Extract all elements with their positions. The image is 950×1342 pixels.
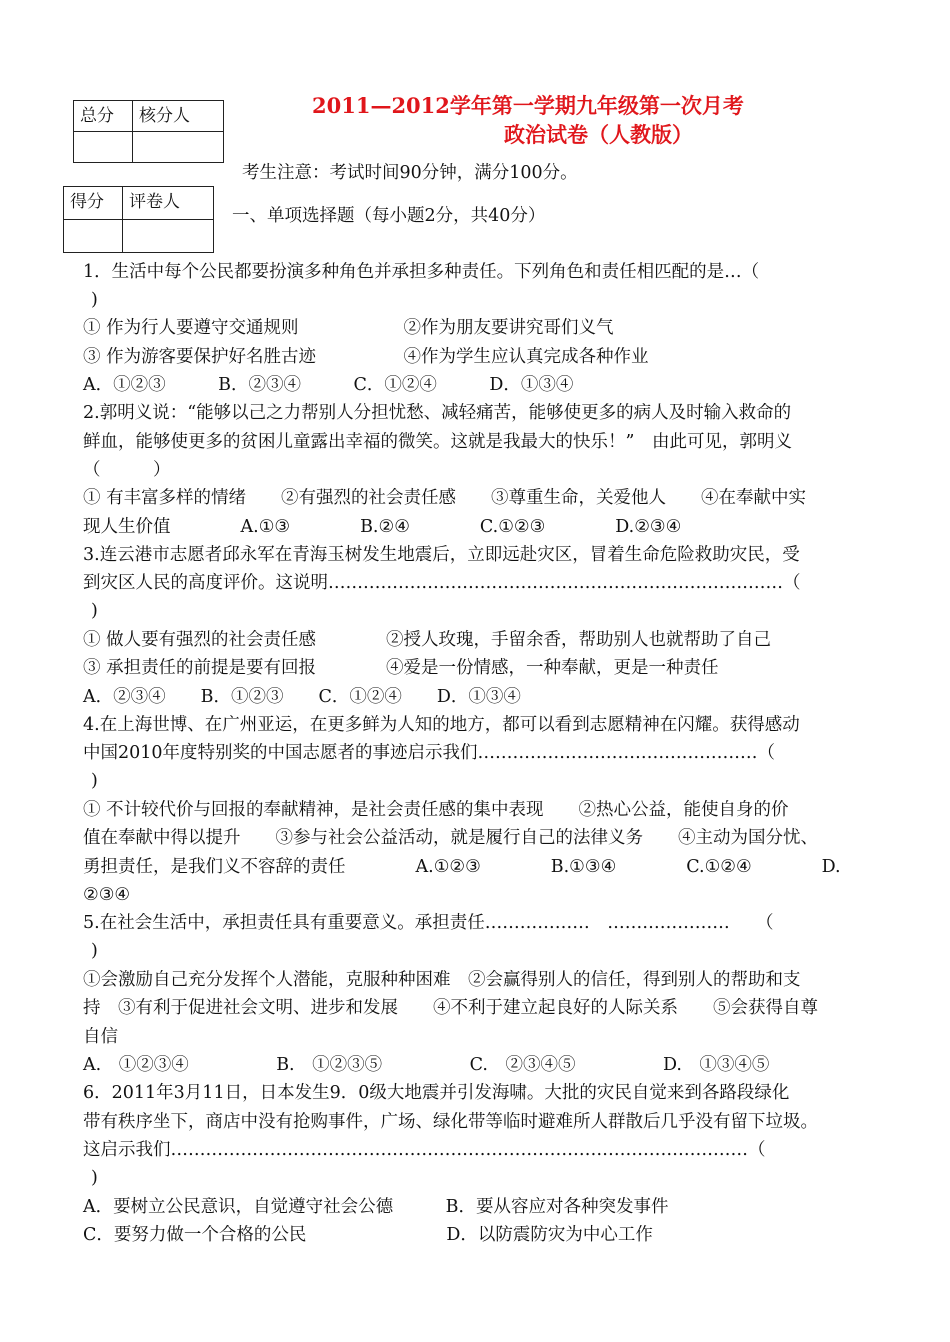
question-line: 持 ③有利于促进社会文明、进步和发展 ④不利于建立起良好的人际关系 ⑤会获得自尊 — [83, 998, 818, 1018]
question-line: 中国2010年度特别奖的中国志愿者的事迹启示我们…………………………………………（ — [83, 743, 776, 763]
question-line: A．要树立公民意识，自觉遵守社会公德 B．要从容应对各种突发事件 — [83, 1197, 669, 1217]
question-line: ) — [91, 290, 98, 310]
question-line: 5.在社会生活中，承担责任具有重要意义。承担责任……………… ………………… （ — [83, 913, 774, 933]
question-line: 带有秩序坐下，商店中没有抢购事件，广场、绿化带等临时避难所人群散后几乎没有留下垃圾。 — [83, 1112, 818, 1132]
question-line: ③ 承担责任的前提是要有回报 ④爱是一份情感，一种奉献，更是一种责任 — [83, 658, 719, 678]
exam-notice: 考生注意：考试时间90分钟，满分100分。 — [242, 163, 578, 183]
question-line: 4.在上海世博、在广州亚运，在更多鲜为人知的地方，都可以看到志愿精神在闪耀。获得感动 — [83, 715, 800, 735]
total-score-cell — [74, 132, 133, 163]
question-line: A．①②③ B．②③④ C．①②④ D．①③④ — [83, 375, 574, 395]
question-line: 值在奉献中得以提升 ③参与社会公益活动，就是履行自己的法律义务 ④主动为国分忧、 — [83, 828, 818, 848]
question-line: 2.郭明义说：“能够以己之力帮别人分担忧愁、减轻痛苦，能够使更多的病人及时输入救命的 — [83, 403, 792, 423]
section-score-cell — [64, 220, 123, 253]
question-line: ①会激励自己充分发挥个人潜能，克服种种困难 ②会赢得别人的信任，得到别人的帮助和支 — [83, 970, 801, 990]
question-line: 1．生活中每个公民都要扮演多种角色并承担多种责任。下列角色和责任相匹配的是…（ — [83, 262, 760, 282]
question-line: ) — [91, 601, 98, 621]
question-line: 勇担责任，是我们义不容辞的责任 A.①②③ B.①③④ C.①②④ D. — [83, 857, 841, 877]
question-line: （ ） — [83, 460, 171, 480]
grader-cell — [123, 220, 214, 253]
section-heading: 一、单项选择题（每小题2分，共40分） — [232, 206, 546, 226]
question-line: A．②③④ B．①②③ C．①②④ D．①③④ — [83, 687, 521, 707]
question-line: 到灾区人民的高度评价。这说明……………………………………………………………………（ — [83, 573, 801, 593]
question-line: C．要努力做一个合格的公民 D．以防震防灾为中心工作 — [83, 1225, 653, 1245]
question-line: 这启示我们………………………………………………………………………………………（ — [83, 1140, 766, 1160]
section-score-label: 得分 — [64, 187, 123, 220]
grader-label: 评卷人 — [123, 187, 214, 220]
question-line: ②③④ — [83, 885, 131, 905]
checker-cell — [133, 132, 224, 163]
question-line: 6．2011年3月11日，日本发生9．0级大地震并引发海啸。大批的灾民自觉来到各路段绿化 — [83, 1083, 790, 1103]
question-line: ① 有丰富多样的情绪 ②有强烈的社会责任感 ③尊重生命，关爱他人 ④在奉献中实 — [83, 488, 807, 508]
question-line: ) — [91, 941, 98, 961]
question-line: ① 作为行人要遵守交通规则 ②作为朋友要讲究哥们义气 — [83, 318, 614, 338]
question-line: ③ 作为游客要保护好名胜古迹 ④作为学生应认真完成各种作业 — [83, 347, 649, 367]
section-score-box — [63, 186, 214, 253]
question-line: 鲜血，能够使更多的贫困儿童露出幸福的微笑。这就是我最大的快乐！” 由此可见，郭明义 — [83, 432, 792, 452]
question-line: ) — [91, 1168, 98, 1188]
total-score-label: 总分 — [74, 101, 133, 132]
exam-title: 2011—2012学年第一学期九年级第一次月考 — [312, 93, 744, 118]
question-line: 3.连云港市志愿者邱永军在青海玉树发生地震后，立即远赴灾区，冒着生命危险救助灾民，受 — [83, 545, 800, 565]
score-total-box — [73, 100, 224, 163]
checker-label: 核分人 — [133, 101, 224, 132]
exam-subtitle: 政治试卷（人教版） — [504, 122, 693, 147]
question-line: 自信 — [83, 1027, 118, 1047]
question-line: ) — [91, 771, 98, 791]
question-line: ① 不计较代价与回报的奉献精神，是社会责任感的集中表现 ②热心公益，能使自身的价 — [83, 800, 789, 820]
question-line: 现人生价值 A.①③ B.②④ C.①②③ D.②③④ — [83, 517, 682, 537]
question-line: A. ①②③④ B. ①②③⑤ C. ②③④⑤ D. ①③④⑤ — [83, 1055, 770, 1075]
question-line: ① 做人要有强烈的社会责任感 ②授人玫瑰，手留余香，帮助别人也就帮助了自己 — [83, 630, 772, 650]
